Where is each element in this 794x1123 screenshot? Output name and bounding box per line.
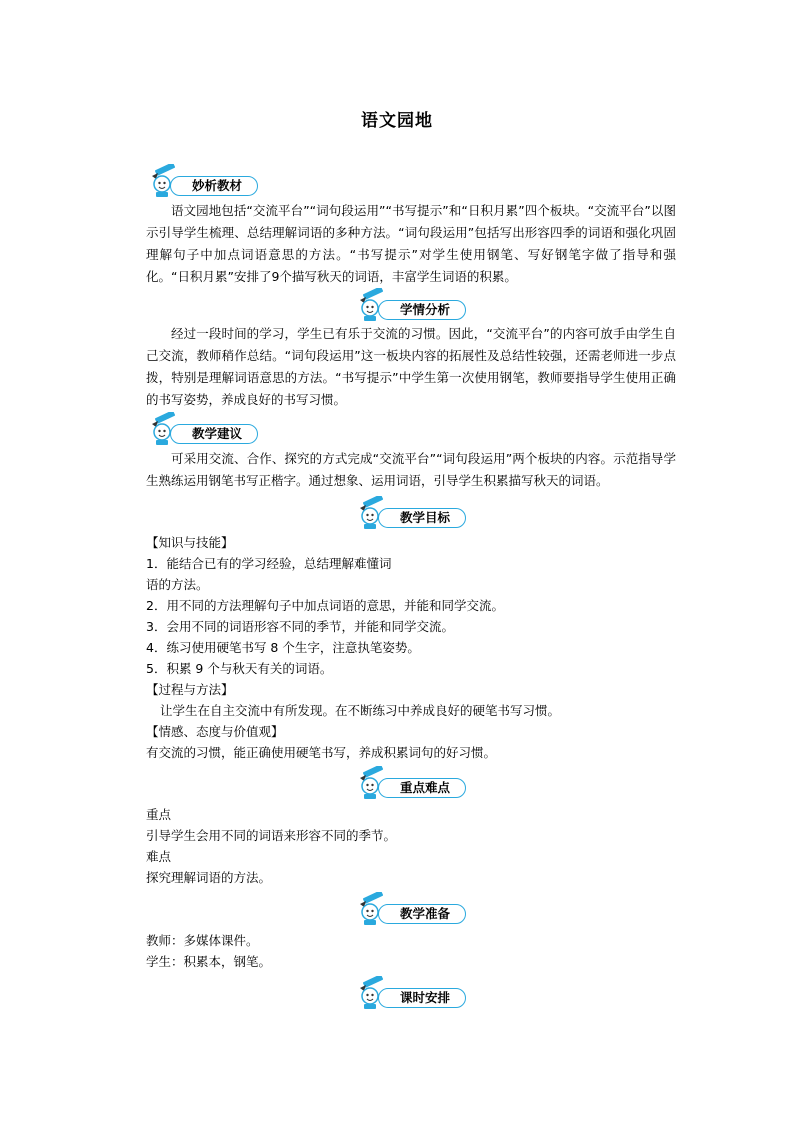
key-label: 重点 — [146, 807, 172, 822]
section-heading: 教学准备 — [378, 904, 466, 924]
section-heading: 重点难点 — [378, 778, 466, 798]
section-heading: 学情分析 — [378, 300, 466, 320]
section-heading: 教学目标 — [378, 508, 466, 528]
section-paragraph: 经过一段时间的学习，学生已有乐于交流的习惯。因此，“交流平台”的内容可放手由学生自己交流，教师稍作总结。“词句段运用”这一板块内容的拓展性及总结性较强，还需老师进一步点拨，特别是理解词语意思的方法。“书写提示”中学生第一次使用钢笔，教师要指导学生使用正确的书写姿势，养成良好的书写习惯。 — [146, 326, 676, 407]
list-item: 2．用不同的方法理解句子中加点词语的意思，并能和同学交流。 — [146, 598, 504, 613]
section-paragraph: 可采用交流、合作、探究的方式完成“交流平台”“词句段运用”两个板块的内容。示范指导学生熟练运用钢笔书写正楷字。通过想象、运用词语，引导学生积累描写秋天的词语。 — [146, 451, 676, 488]
list-item: 4．练习使用硬笔书写 8 个生字，注意执笔姿势。 — [146, 640, 420, 655]
difficulty-text: 探究理解词语的方法。 — [146, 870, 272, 885]
section-badge-suggestions — [148, 412, 262, 446]
page-title: 语文园地 — [361, 111, 433, 131]
section-heading: 课时安排 — [378, 988, 466, 1008]
difficulty-label: 难点 — [146, 849, 172, 864]
emotion-text: 有交流的习惯，能正确使用硬笔书写，养成积累词句的好习惯。 — [146, 745, 497, 760]
teacher-prep: 教师：多媒体课件。 — [146, 933, 259, 948]
subheading-knowledge: 【知识与技能】 — [146, 535, 234, 550]
section-badge-objectives — [356, 496, 470, 530]
section-paragraph: 语文园地包括“交流平台”“词句段运用”“书写提示”和“日积月累”四个板块。“交流平台”以图示引导学生梳理、总结理解词语的多种方法。“词句段运用”包括写出形容四季的词语和强化巩固理解句子中加点词语意思的方法。“书写提示”对学生使用钢笔、写好钢笔字做了指导和强化。“日积月累”安排了9个描写秋天的词语，丰富学生词语的积累。 — [146, 203, 676, 284]
section-heading: 妙析教材 — [170, 176, 258, 196]
section-badge-analysis — [148, 164, 262, 198]
section-badge-key-points — [356, 766, 470, 800]
list-item: 1．能结合已有的学习经验，总结理解难懂词 — [146, 556, 392, 571]
process-text: 让学生在自主交流中有所发现。在不断练习中养成良好的硬笔书写习惯。 — [160, 703, 561, 718]
student-prep: 学生：积累本，钢笔。 — [146, 954, 272, 969]
section-badge-learners — [356, 288, 470, 322]
key-text: 引导学生会用不同的词语来形容不同的季节。 — [146, 828, 397, 843]
section-heading: 教学建议 — [170, 424, 258, 444]
section-badge-preparation — [356, 892, 470, 926]
subheading-emotion: 【情感、态度与价值观】 — [146, 724, 284, 739]
section-badge-schedule — [356, 976, 470, 1010]
list-item: 5．积累 9 个与秋天有关的词语。 — [146, 661, 333, 676]
list-item-continuation: 语的方法。 — [146, 577, 209, 592]
list-item: 3．会用不同的词语形容不同的季节，并能和同学交流。 — [146, 619, 454, 634]
subheading-process: 【过程与方法】 — [146, 682, 234, 697]
